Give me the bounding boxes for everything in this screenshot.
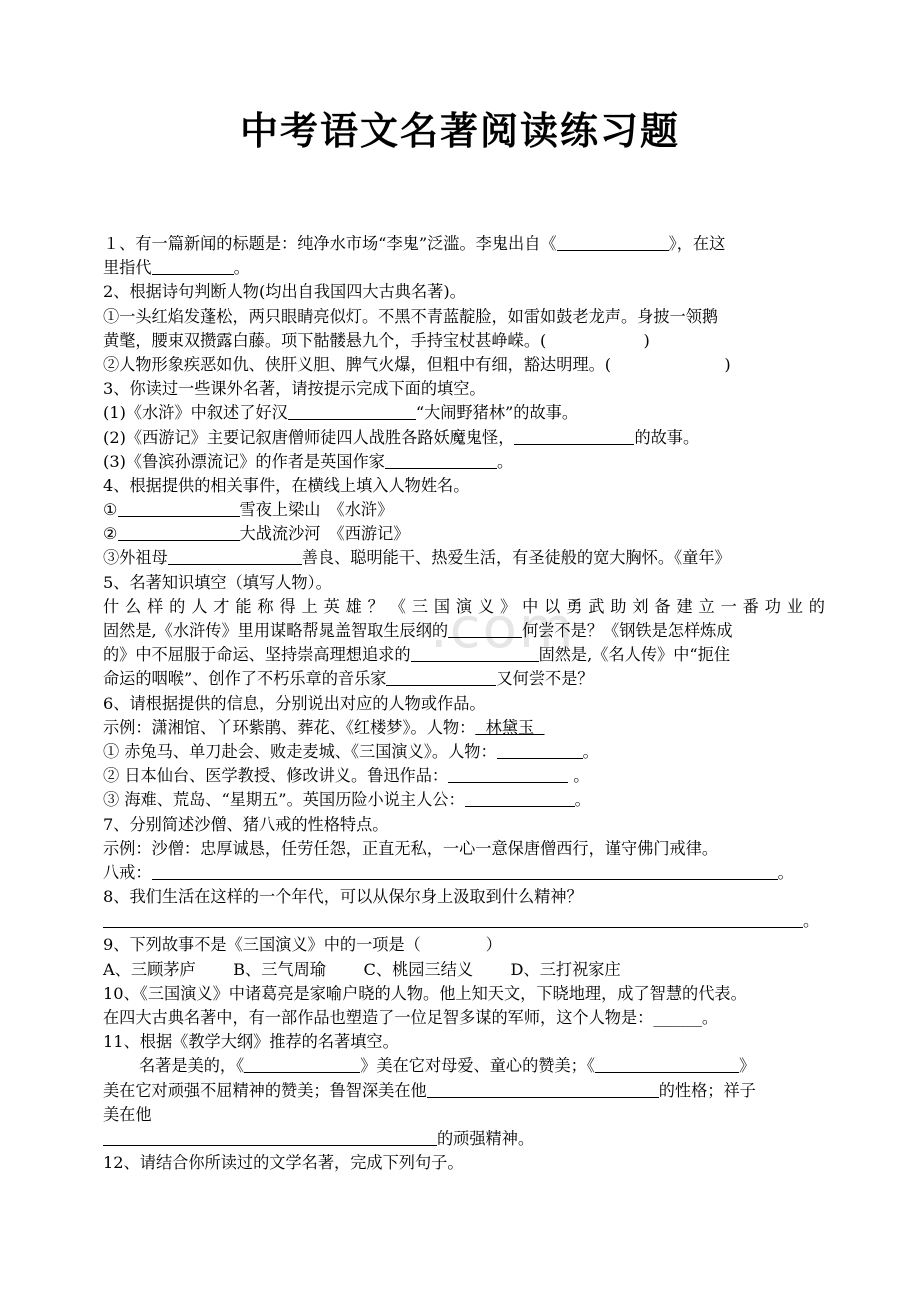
answer-blank[interactable] [595,1055,739,1073]
q4-item-2: ② 大战流沙河 《西游记》 [103,524,410,544]
answer-blank[interactable] [118,499,240,517]
q11-line-2: 美在它对顽强不屈精神的赞美；鲁智深美在他 的性格；祥子 [103,1080,756,1100]
q3-stem: 3、你读过一些课外名著，请按提示完成下面的填空。 [103,379,486,399]
q4-item-1: ① 雪夜上梁山 《水浒》 [103,500,394,520]
q9-stem: 9、下列故事不是《三国演义》中的一项是（ ） [103,935,502,955]
q6-example: 示例：潇湘馆、丫环紫鹃、葬花、《红楼梦》。人物： 林黛玉 [103,717,545,737]
q7-stem: 7、分别简述沙僧、猪八戒的性格特点。 [103,814,389,834]
answer-blank[interactable] [118,523,240,541]
q3-item-3: (3)《鲁滨孙漂流记》的作者是英国作家 。 [103,451,514,471]
q11-line-3: 美在他 [103,1104,152,1124]
answer-blank[interactable] [514,427,634,445]
q11-line-1: 名著是美的，《 》美在它对母爱、童心的赞美；《 》 [139,1056,756,1076]
question-list [103,232,825,1175]
answer-blank[interactable] [168,547,302,565]
q11-line-4: 的顽强精神。 [103,1127,825,1151]
q1-line-1: １、有一篇新闻的标题是：纯净水市场“李鬼”泛滥。李鬼出自《 》，在这 [103,234,726,253]
answer-blank[interactable] [288,402,416,420]
q6-item-2: ② 日本仙台、医学教授、修改讲义。鲁迅作品： 。 [103,766,590,786]
answer-blank[interactable] [385,451,497,469]
q2-stem: 2、根据诗句判断人物(均出自我国四大古典名著)。 [103,282,466,302]
watermark: .com [430,596,576,661]
q5-stem: 5、名著知识填空（填写人物）。 [103,572,332,592]
q1-line-2: 里指代 。 [103,258,250,278]
q4-stem: 4、根据提供的相关事件，在横线上填入人物姓名。 [103,475,470,495]
q3-item-2: (2)《西游记》主要记叙唐僧师徒四人战胜各路妖魔鬼怪， 的故事。 [103,427,700,447]
q5-line-4: 命运的咽喉”、创作了不朽乐章的音乐家 又何尝不是？ [103,669,594,689]
q2-item-1-line-2: 黄氅，腰束双攒露白藤。项下骷髅悬九个，手持宝杖甚峥嵘。( ) [103,330,650,350]
q8-answer-line: 。 [103,909,825,933]
answer-blank[interactable] [386,668,496,686]
q7-example: 示例：沙僧：忠厚诚恳，任劳任怨，正直无私，一心一意保唐僧西行，谨守佛门戒律。 [103,838,719,858]
q10-line-1: 10、《三国演义》中诸葛亮是家喻户晓的人物。他上知天文，下晓地理，成了智慧的代表。 [103,983,747,1003]
q12-stem: 12、请结合你所读过的文学名著，完成下列句子。 [103,1153,464,1173]
q4-item-3: ③外祖母 善良、聪明能干、热爱生活，有圣徒般的宽大胸怀。《童年》 [103,548,731,568]
example-answer: 林黛玉 [475,717,545,737]
answer-blank[interactable] [152,257,234,275]
answer-blank[interactable] [244,1055,360,1073]
answer-blank[interactable] [465,789,575,807]
q6-item-1: ① 赤兔马、单刀赴会、败走麦城、《三国演义》。人物： 。 [103,741,599,761]
q5-line-2: 固然是,《水浒传》里用谋略帮晁盖智取生辰纲的 何尝不是？《钢铁是怎样炼成 [103,621,733,640]
q2-item-1-line-1: ①一头红焰发蓬松，两只眼睛亮似灯。不黑不青蓝靛脸，如雷如鼓老龙声。身披一领鹅 [103,306,719,326]
q2-item-2: ②人物形象疾恶如仇、侠肝义胆、脾气火爆，但粗中有细，豁达明理。( ) [103,354,731,374]
answer-blank[interactable] [103,910,803,928]
answer-blank[interactable] [411,644,539,662]
answer-blank[interactable] [497,741,583,759]
q7-item: 八戒： 。 [103,862,794,882]
q10-line-2: 在四大古典名著中，有一部作品也塑造了一位足智多谋的军师，这个人物是：______。 [103,1008,719,1027]
answer-blank[interactable] [103,1128,437,1146]
answer-blank[interactable] [557,233,669,251]
q11-stem: 11、根据《教学大纲》推荐的名著填空。 [103,1032,399,1052]
q6-item-3: ③ 海难、荒岛、“星期五”。英国历险小说主人公： 。 [103,790,591,810]
page-title: 中考语文名著阅读练习题 [239,109,680,153]
answer-blank[interactable] [448,620,522,638]
q8-stem: 8、我们生活在这样的一个年代，可以从保尔身上汲取到什么精神？ [103,887,583,907]
q5-line-1: 什么样的人才能称得上英雄？《三国演义》中以勇武助刘备建立一番功业的 [103,596,825,616]
answer-blank[interactable] [427,1080,659,1098]
q5-line-3: 的》中不屈服于命运、坚持崇高理想追求的 固然是,《名人传》中“扼住 [103,645,731,665]
q6-stem: 6、请根据提供的信息，分别说出对应的人物或作品。 [103,693,486,713]
q9-options: A、三顾茅庐 B、三气周瑜 C、桃园三结义 D、三打祝家庄 [103,959,621,979]
answer-blank[interactable] [152,862,778,880]
q3-item-1: (1)《水浒》中叙述了好汉 “大闹野猪林”的故事。 [103,403,579,423]
answer-blank[interactable] [448,765,568,783]
